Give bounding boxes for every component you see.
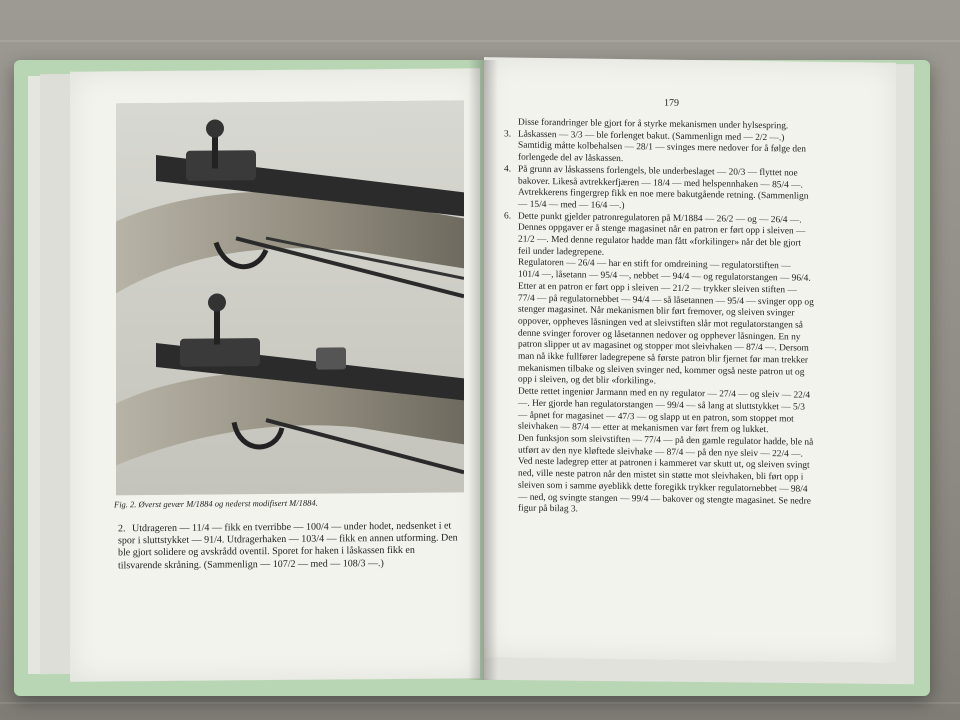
item-number: 2. (118, 523, 126, 535)
intro-paragraph: Disse forandringer ble gjort for å styrke mekanismen under hylsespring. (518, 117, 789, 132)
rifle-illustration (116, 100, 464, 495)
right-body-text (504, 117, 814, 519)
left-body-text (118, 520, 458, 572)
item-text: Utdrageren — 11/4 — fikk en tverribbe — 100/4 — under hodet, nedsenket i et spor i sluttstykket — 91/4. Utdragerhaken — 103/4 — fikk en annen utforming. Den ble gjort solidere og avskrådd oventil. Sporet for haken i låskassen fikk en tilsvarende skråning. (Sammenlign — 107/2 — med — 108/3 —.) (118, 520, 458, 571)
left-page (70, 68, 480, 682)
figure-caption: Fig. 2. Øverst gevær M/1884 og nederst modifisert M/1884. (114, 497, 318, 510)
book-gutter-shadow (468, 60, 498, 680)
list-item: 4. På grunn av låskassens forlengels, ble underbeslaget — 20/3 — flyttet noe bakover. Likeså avtrekkerfjæren — 18/4 — med helspennhaken — 85/4 —. Avtrekkerens fingergrep fikk en noe mere bakutgående retning. (Sammenlign — 15/4 — med — 16/4 —.) (504, 164, 809, 212)
body-paragraph: Etter at en patron er ført opp i sleiven — 21/2 — trykker sleiven stiften — 77/4 — på regulatornebbet — 94/4 — så låsetannen — 95/4 — svinger opp og stenger magasinet. Når mekanismen blir ført fremover, og sleiven svinger oppover, oppheves lås​ningen ved at sleivstiften slår mot regulatorstangen så denne svinger forover og låsetannen nedover og opphever låsningen. En ny patron slipper ut av magasinet og stopper mot sleivhaken — 87/4 —. Dersom man nå ikke fullfører ladegrepene så første patron blir fjernet før man trekker mekanismen tilbake og sleiven svinger ned, kommer også neste patron ut og opp i sleiven, og det blir «forkiling». (518, 281, 814, 387)
table-grain (0, 702, 960, 704)
body-paragraph: Den funksjon som sleivstiften — 77/4 — på den gamle regulator hadde, ble nå utført av den nye kløftede sleivhake — 87/4 — på den nye sleiv — 22/4 —. Ved neste ladegrep etter at patronen i kammeret var skutt ut, og sleiven svingt ned, ville neste patron når den mistet sin støtte mot sleivhaken, bli ført opp i sleiven som i samme øyeblikk dette foregikk trykker regulatornebbet — 98/4 — ned, og svingte stangen — 99/4 — bakover og stengte magasinet. Se nedre figur på bilag 3. (518, 433, 814, 515)
rifle-photograph (116, 100, 464, 495)
list-item: 6. Dette punkt gjelder patronregulatoren på M/1884 — 26/2 — og — 26/4 —. Dennes oppgaver er å stenge magasinet når en patron er ført opp i sleiven — 21/2 —. Med denne regulator hadde man fått «forkilinger» når det ble gjort feil under ladegrepene. (504, 211, 806, 258)
list-item: 3. Låskassen — 3/3 — ble forlenget bakut. (Sammenlign med — 2/2 —.) Samtidig måtte kolbehalsen — 28/1 — svinges mere nedover for å følge den forlengede del av låskassen. (504, 129, 806, 165)
right-page (484, 57, 896, 663)
page-number: 179 (664, 97, 679, 109)
table-grain (0, 40, 960, 42)
body-paragraph: Regulatoren — 26/4 — har en stift for omdreining — regulatorstiften — 101/4 —, låsetann — 95/4 —, nebbet — 94/4 — og regulatorstangen — 96/4. (518, 258, 811, 284)
body-paragraph: Dette rettet ingeniør Jarmann med en ny regulator — 27/4 — og sleiv — 22/4 —. Her gjorde han regulatorstangen — 99/4 — så lang at sluttstykket — 5/3 — åpnet for magasinet — 47/3 — og slapp ut en patron, som stoppet mot sleivhaken — 87/4 — etter at mekanismen var ført frem og lukket. (518, 386, 811, 436)
